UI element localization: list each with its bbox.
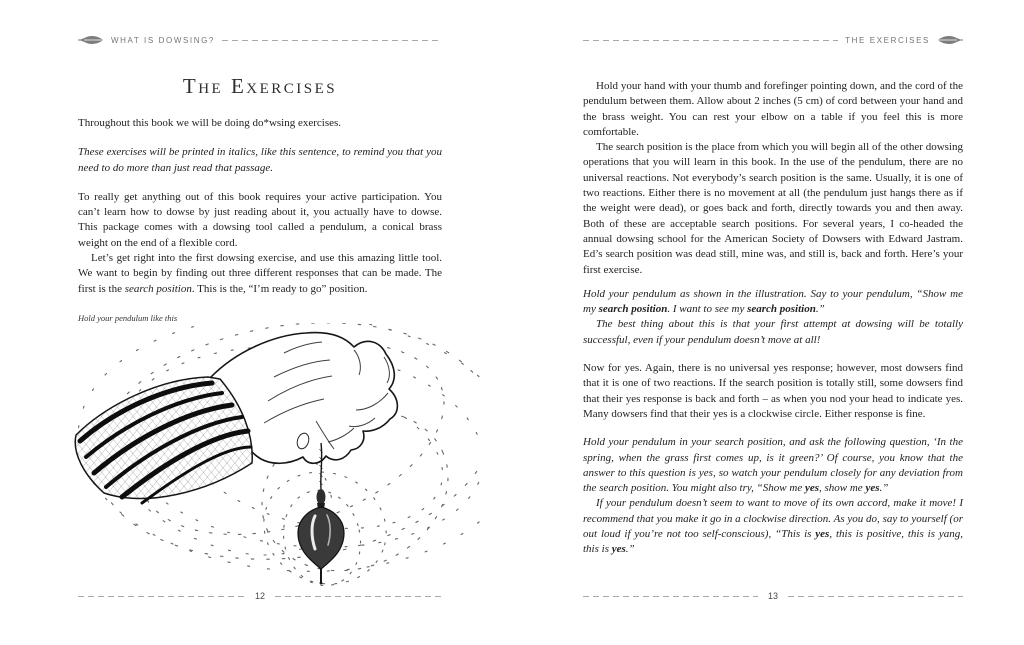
pendulum-illustration bbox=[70, 323, 480, 591]
illustration-caption: Hold your pendulum like this bbox=[78, 312, 178, 323]
paragraph: The search position is the place from which you will begin all of the other dowsing operations that you will learn in this book. In the use of the pendulum, there are no universal reactions. Not everybody’s search position is the same. Usually, it is one of two reactions. Either there is no movement at all (the pendulum just hangs there as if the weight were dead), or goes back and forth, directly towards you and then away. Both of these are acceptable search positions. For several years, I co-headed the annual dowsing school for the American Society of Dowsers with Edward Jastram. Ed’s search position was dead still, mine was, and still is, back and forth. Here’s your first exercise. bbox=[583, 141, 963, 276]
feather-ornament-icon bbox=[937, 34, 963, 46]
paragraph: To really get anything out of this book requires your active participation. You can’t learn how to dowse by just reading about it, you actually have to dowse. This package comes with a dowsing tool called a pendulum, a conical brass weight on the end of a flexible cord. bbox=[78, 190, 442, 249]
paragraph: Hold your hand with your thumb and forefinger pointing down, and the cord of the pendulum between them. Allow about 2 inches (5 cm) of cord between your hand and the brass weight. You can rest your elbow on a table if you feel this is more comfortable. bbox=[583, 80, 963, 138]
header-rule bbox=[583, 40, 838, 41]
paragraph: The best thing about this is that your first attempt at dowsing will be totally successful, even if your pendulum doesn’t move at all! bbox=[583, 318, 963, 346]
page-right bbox=[512, 0, 1024, 645]
page-number: 12 bbox=[255, 591, 266, 601]
pendulum-bob bbox=[298, 489, 344, 584]
running-header-label: THE EXERCISES bbox=[845, 35, 930, 45]
folio-rule bbox=[788, 596, 963, 597]
paragraph: These exercises will be printed in italics, like this sentence, to remind you that you need to do more than just read that passage. bbox=[78, 146, 442, 174]
paragraph: If your pendulum doesn’t seem to want to move of its own accord, make it move! I recommend that you make it go in a clockwise direction. As you do, say to yourself (or out loud if you’re not too self-conscious), “This is yes, this is positive, this is yang, this is yes.” bbox=[583, 497, 963, 556]
header-rule bbox=[222, 40, 442, 41]
paragraph: Hold your pendulum as shown in the illustration. Say to your pendulum, “Show me my search position. I want to see my search position.” bbox=[583, 287, 963, 316]
paragraph: Hold your pendulum in your search position, and ask the following question, ‘In the spring, when the grass first comes up, is it green?’ Of course, you know that the answer to this question is yes, so watch your pendulum closely for any deviation from the search position. You might also try, “Show me yes, show me yes.” bbox=[583, 436, 963, 495]
sleeve bbox=[75, 377, 252, 503]
folio-left bbox=[0, 591, 512, 601]
chapter-title: The Exercises bbox=[182, 74, 338, 98]
folio-rule bbox=[275, 596, 442, 597]
running-header-label: WHAT IS DOWSING? bbox=[111, 35, 215, 45]
paragraph: Throughout this book we will be doing do*wsing exercises. bbox=[78, 117, 342, 129]
running-header-left bbox=[78, 34, 442, 46]
paragraph: Now for yes. Again, there is no universal yes response; however, most dowsers find that it is one of two reactions. If the search position is totally still, some dowsers find that their yes response is back and forth – as when you nod your head to indicate yes. Many dowsers find that their yes is a clockwise circle. Either response is fine. bbox=[583, 362, 963, 420]
paragraph: Let’s get right into the first dowsing exercise, and use this amazing little tool. We want to begin by finding out three different responses that can be made. The first is the search position. This is the, “I’m ready to go” position. bbox=[78, 252, 442, 295]
feather-ornament-icon bbox=[78, 34, 104, 46]
folio-rule bbox=[78, 596, 245, 597]
running-header-right bbox=[583, 34, 963, 46]
pendulum-cord bbox=[320, 443, 323, 489]
folio-right bbox=[512, 591, 1024, 601]
page-number: 13 bbox=[768, 591, 779, 601]
folio-rule bbox=[583, 596, 758, 597]
